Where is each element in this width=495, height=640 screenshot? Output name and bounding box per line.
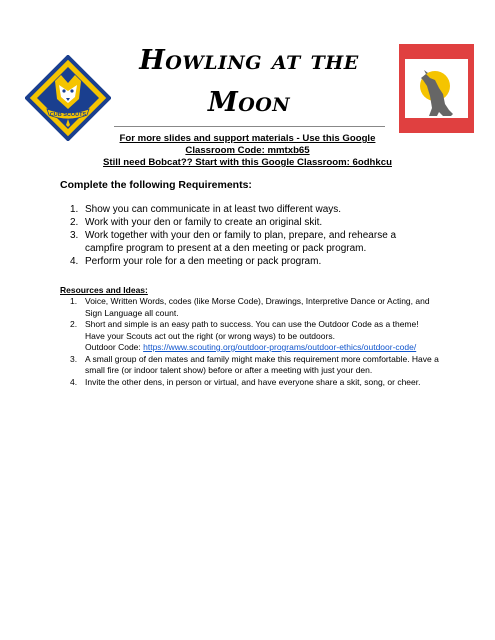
page-title [118, 40, 380, 124]
list-item: 1. Show you can communicate in at least two different ways. [70, 204, 342, 215]
list-item: 2. Work with your den or family to create an original skit. [70, 217, 323, 228]
list-item: 2. Short and simple is an easy path to success. You can use the Outdoor Code as a theme! Have your Scouts act out the right (or wrong ways) to be outdoors. Outdoor Code: https://www.scouting.org/outdoor-programs/outdoor-ethics/outdoor-code/ [70, 319, 419, 352]
classroom-code: Classroom Code: mmtxb65 [185, 145, 310, 156]
title-line-2: Moon [207, 87, 291, 118]
classroom-line-1: For more slides and support materials - Use this Google [119, 133, 376, 144]
list-item: 3. A small group of den mates and family might make this requirement more comfortable. Have a small fire (or indoor talent show) before or after a meeting with just your den. [70, 353, 439, 375]
title-line-1: Howling at the [139, 45, 359, 76]
list-item: 3. Work together with your den or family to plan, prepare, and rehearse a campfire program to present at a den meeting or pack program. [70, 230, 397, 254]
divider [114, 126, 385, 127]
logo-text: CUB SCOUTS [49, 112, 87, 118]
outdoor-code-link[interactable]: https://www.scouting.org/outdoor-programs/outdoor-ethics/outdoor-code/ [143, 342, 417, 352]
requirements-list [70, 203, 415, 268]
howling-wolf-image [399, 44, 474, 133]
bobcat-classroom: Still need Bobcat?? Start with this Google Classroom: 6odhkcu [103, 157, 392, 168]
requirements-heading: Complete the following Requirements: [60, 179, 252, 191]
resources-heading: Resources and Ideas: [60, 285, 148, 295]
cub-scouts-logo [25, 55, 111, 141]
resources-list [70, 296, 440, 388]
list-item: 1. Voice, Written Words, codes (like Morse Code), Drawings, Interpretive Dance or Acting, and Sign Language all count. [70, 296, 430, 318]
list-item: 4. Perform your role for a den meeting or pack program. [70, 256, 322, 267]
list-item: 4. Invite the other dens, in person or virtual, and have everyone share a skit, song, or cheer. [70, 376, 421, 387]
